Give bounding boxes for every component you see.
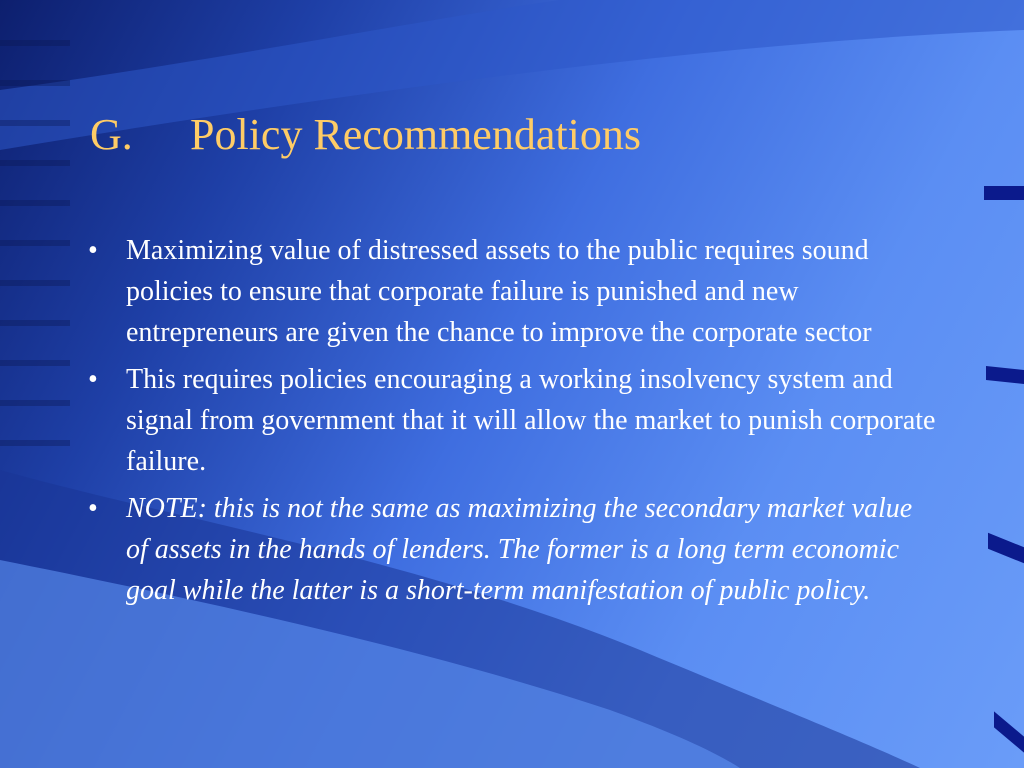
bullet-item-3 — [88, 488, 938, 611]
bullet-item-1 — [88, 230, 938, 353]
bullet-text: Maximizing value of distressed assets to the public requires sound policies to ensure that corporate failure is punished and new entrepreneurs are given the chance to improve the corporate sector — [126, 235, 872, 348]
title-text: Policy Recommendations — [190, 110, 641, 159]
bullet-text-note: NOTE: this is not the same as maximizing the secondary market value of assets in the hands of lenders. The former is a long term economic goal while the latter is a short-term manifestation of public policy. — [126, 493, 913, 606]
bullet-text: This requires policies encouraging a working insolvency system and signal from government that it will allow the market to punish corporate failure. — [126, 364, 936, 477]
bullet-marker: • — [88, 493, 98, 524]
bullet-item-2 — [88, 359, 938, 482]
bullet-marker: • — [88, 364, 98, 395]
slide-title — [90, 108, 641, 162]
edge-mark-1 — [984, 186, 1024, 200]
bullet-marker: • — [88, 235, 98, 266]
title-section-letter: G. — [90, 110, 133, 159]
bullet-list — [88, 230, 938, 617]
